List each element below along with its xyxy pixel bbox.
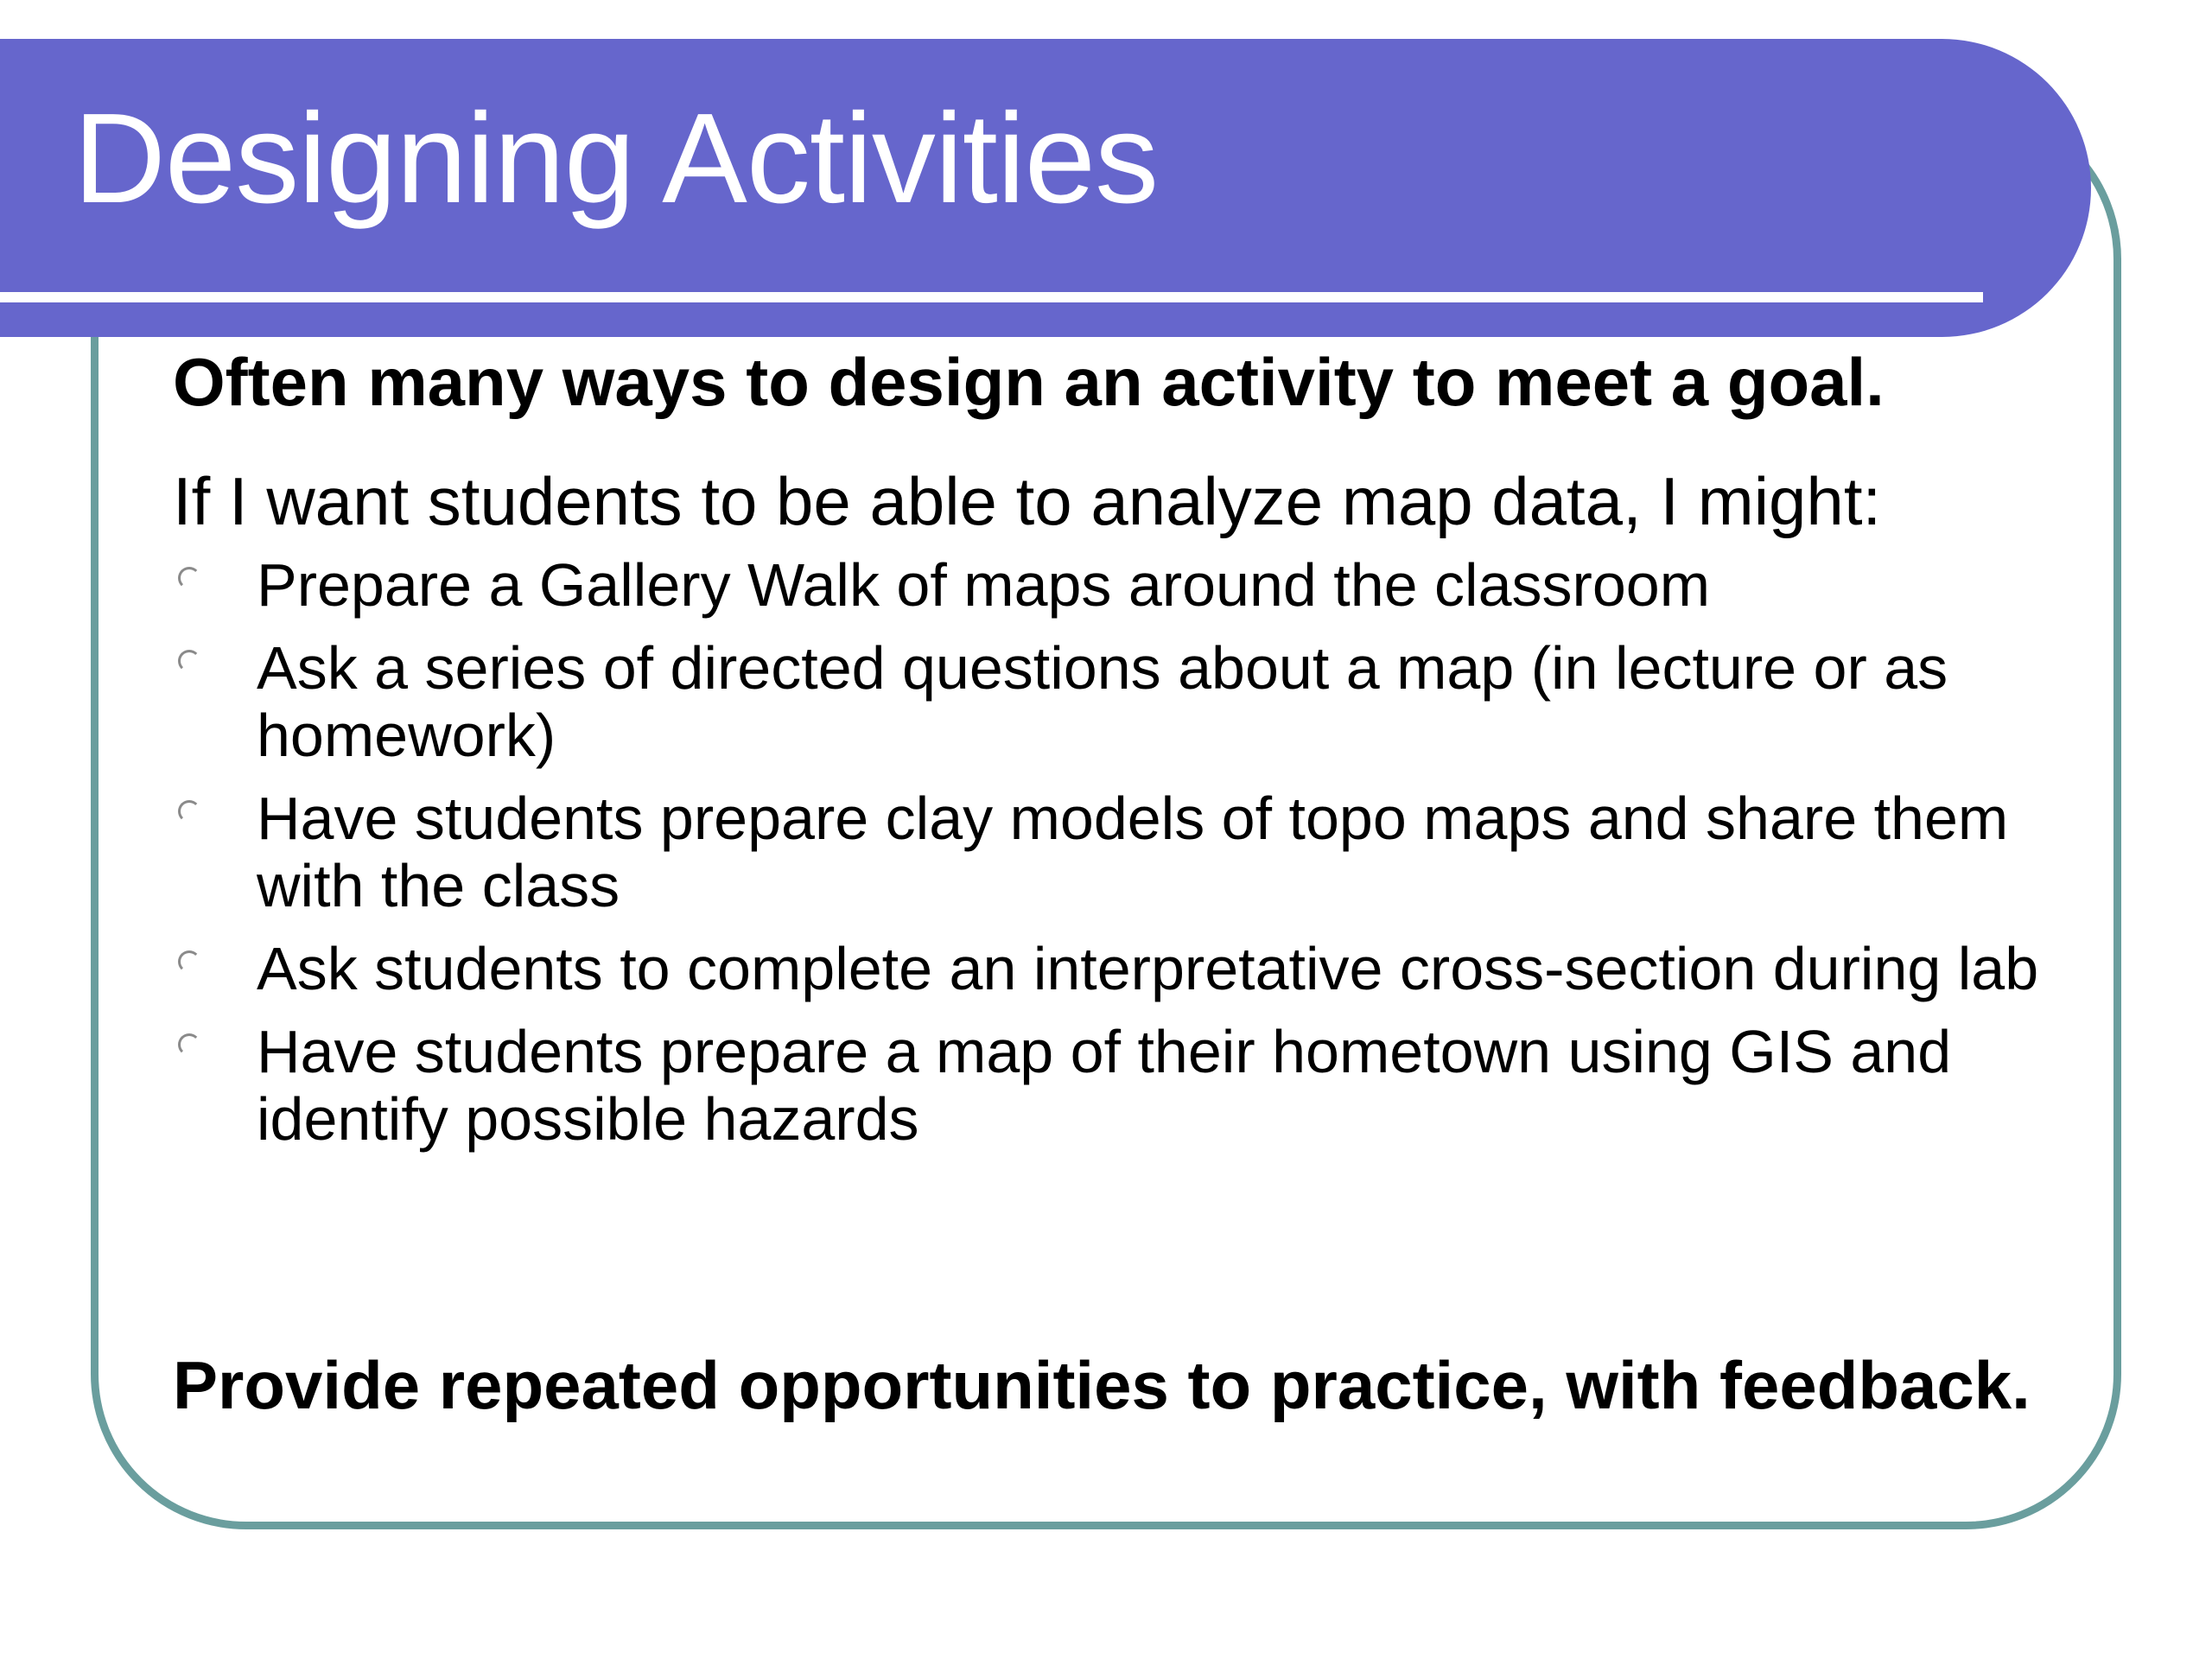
open-circle-bullet-icon (178, 800, 200, 823)
list-item-text: Have students prepare clay models of topo maps and share them with the class (257, 784, 2009, 919)
list-item (173, 551, 2082, 619)
open-circle-bullet-icon (178, 650, 200, 672)
open-circle-bullet-icon (178, 567, 200, 589)
list-item (173, 785, 2082, 919)
list-item (173, 634, 2082, 769)
list-item-text: Have students prepare a map of their hometown using GIS and identify possible hazards (257, 1017, 1952, 1153)
lead-statement: Often many ways to design an activity to meet a goal. (173, 344, 1885, 420)
slide-body (173, 346, 2082, 1168)
closing-statement: Provide repeated opportunities to practice, with feedback. (173, 1347, 2031, 1423)
open-circle-bullet-icon (178, 1033, 200, 1056)
open-circle-bullet-icon (178, 950, 200, 973)
activity-list (173, 551, 2082, 1153)
slide-title: Designing Activities (73, 87, 1159, 230)
list-item-text: Prepare a Gallery Walk of maps around the classroom (257, 550, 1711, 619)
list-item-text: Ask a series of directed questions about a map (in lecture or as homework) (257, 633, 1948, 769)
title-underline (0, 292, 1983, 302)
list-item-text: Ask students to complete an interpretative cross-section during lab (257, 934, 2039, 1002)
list-item (173, 935, 2082, 1002)
list-item (173, 1018, 2082, 1153)
intro-statement: If I want students to be able to analyze map data, I might: (173, 462, 1882, 539)
